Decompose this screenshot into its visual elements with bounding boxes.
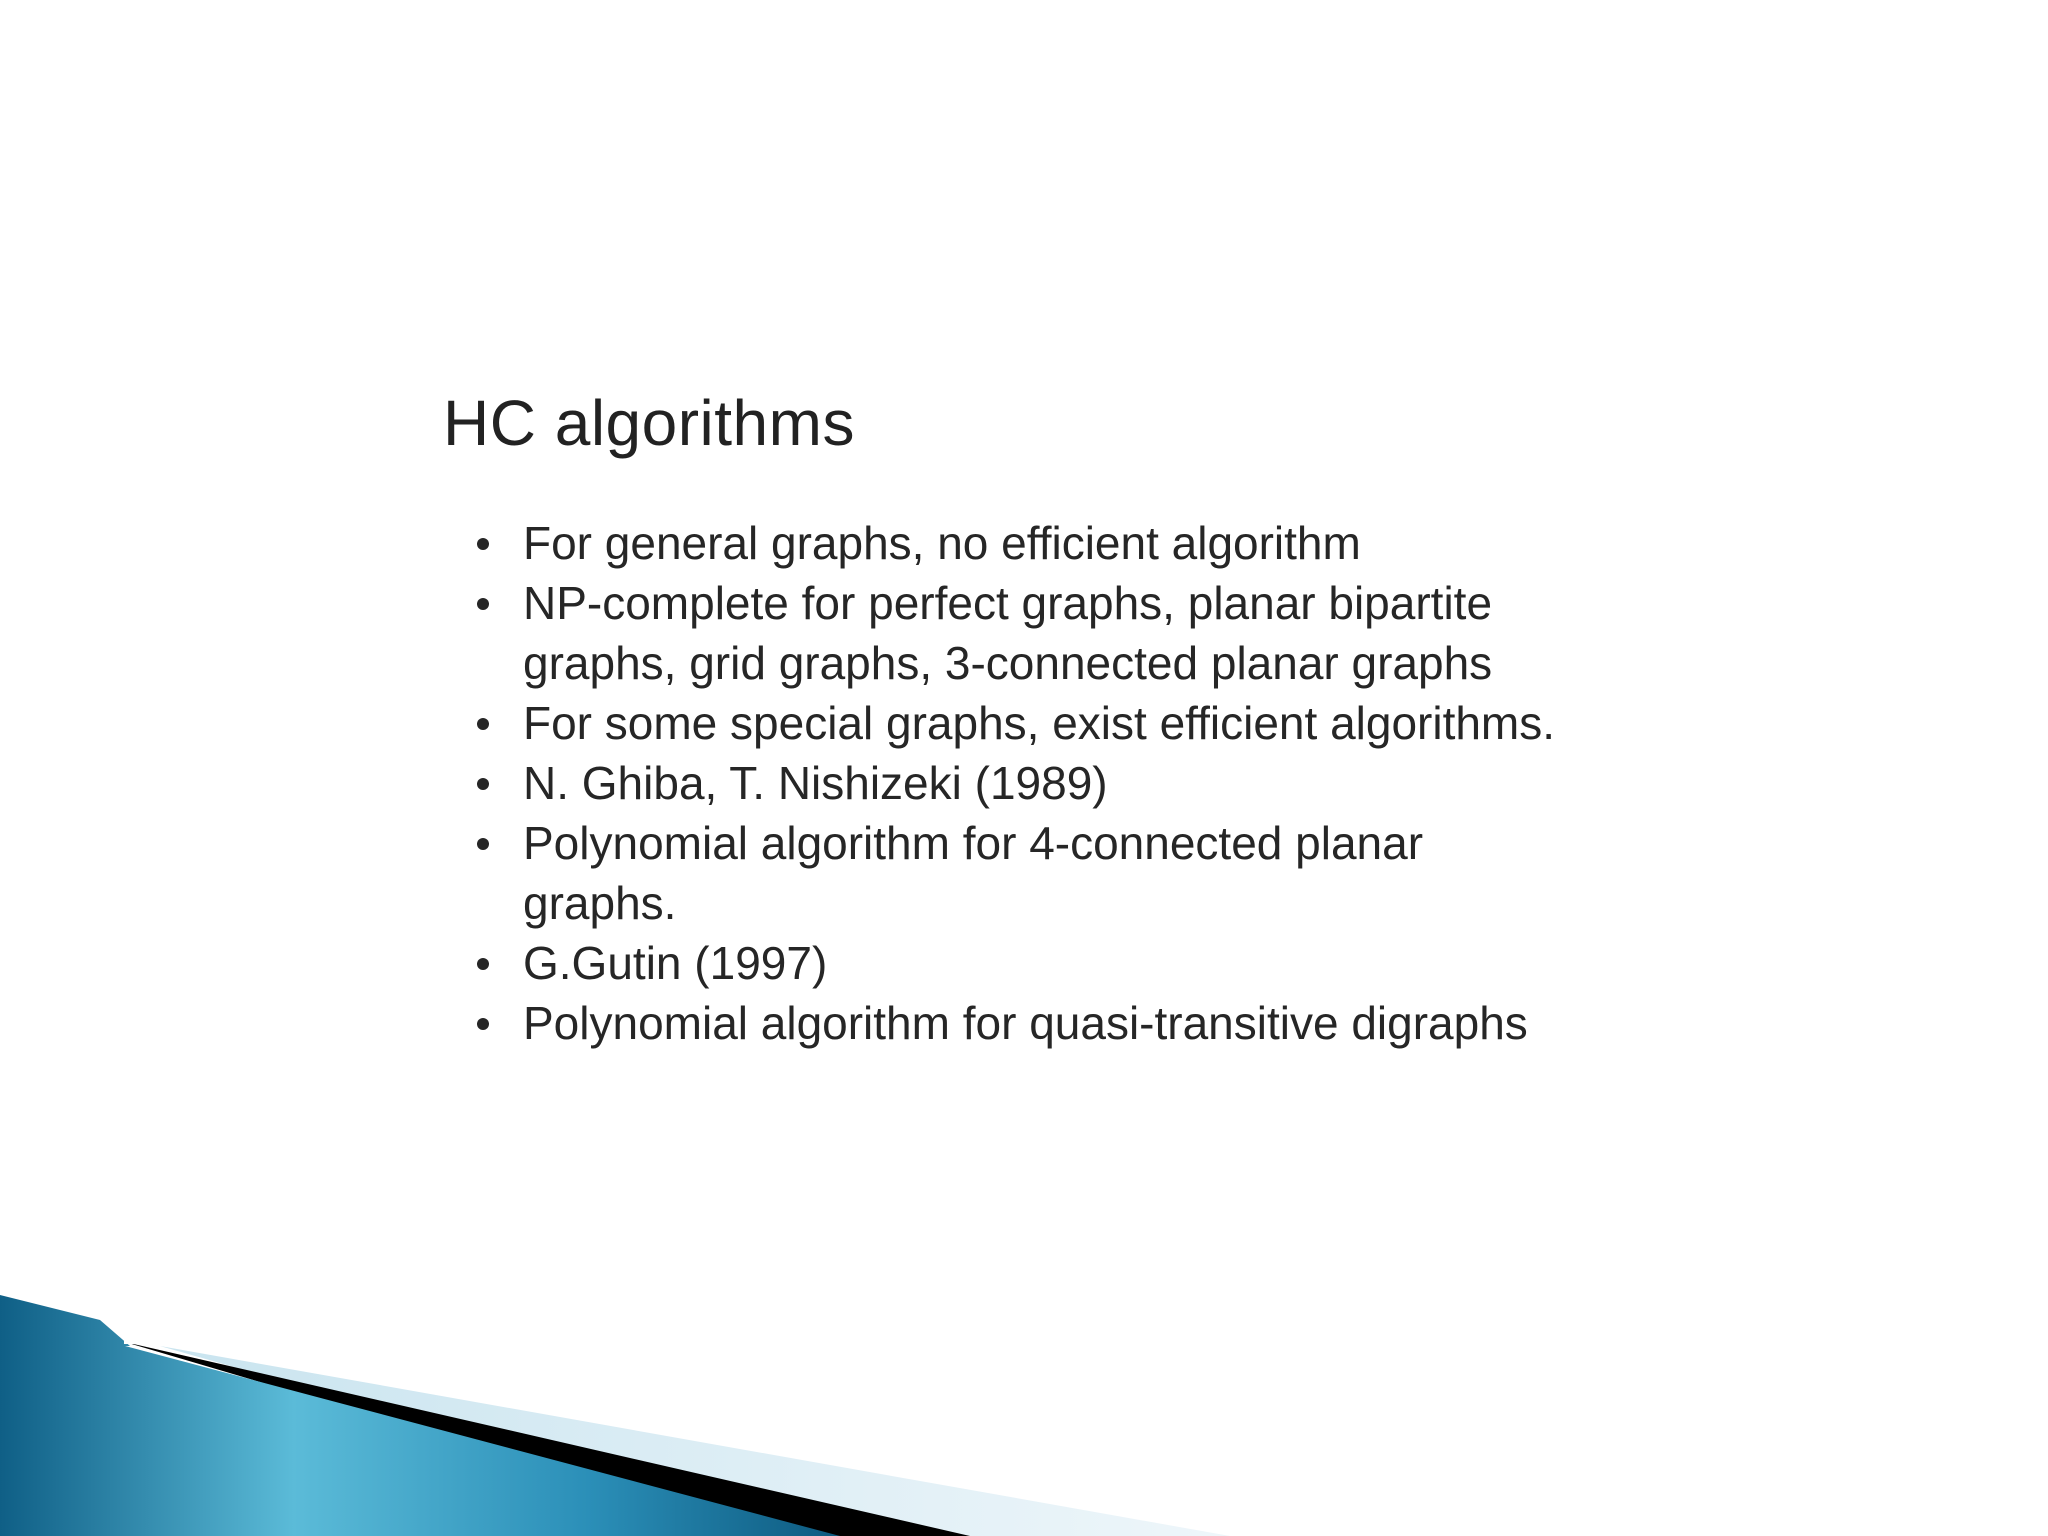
bullet-text: NP-complete for perfect graphs, planar bipartite graphs, grid graphs, 3-connected planar graphs (523, 577, 1493, 689)
bullet-item (443, 573, 1583, 693)
bullet-dot-icon (477, 1018, 489, 1030)
bullet-dot-icon (477, 598, 489, 610)
bullet-text: Polynomial algorithm for quasi-transitive digraphs (523, 997, 1528, 1049)
bullet-item (443, 933, 1583, 993)
bullet-item (443, 993, 1583, 1053)
slide-title: HC algorithms (443, 387, 855, 459)
bullet-text: G.Gutin (1997) (523, 937, 828, 989)
bullet-dot-icon (477, 538, 489, 550)
bullet-item (443, 813, 1583, 933)
bullet-item (443, 513, 1583, 573)
bullet-text: For some special graphs, exist efficient algorithms. (523, 697, 1556, 749)
slide-content (443, 385, 1723, 1053)
bullet-dot-icon (477, 838, 489, 850)
bullet-item (443, 753, 1583, 813)
white-notch (124, 1328, 179, 1344)
bullet-text: For general graphs, no efficient algorithm (523, 517, 1361, 569)
bullet-dot-icon (477, 778, 489, 790)
bullet-dot-icon (477, 958, 489, 970)
bullet-text: N. Ghiba, T. Nishizeki (1989) (523, 757, 1108, 809)
bullet-list (443, 513, 1723, 1053)
bullet-dot-icon (477, 718, 489, 730)
bullet-item (443, 693, 1583, 753)
bullet-text: Polynomial algorithm for 4-connected planar graphs. (523, 817, 1424, 929)
